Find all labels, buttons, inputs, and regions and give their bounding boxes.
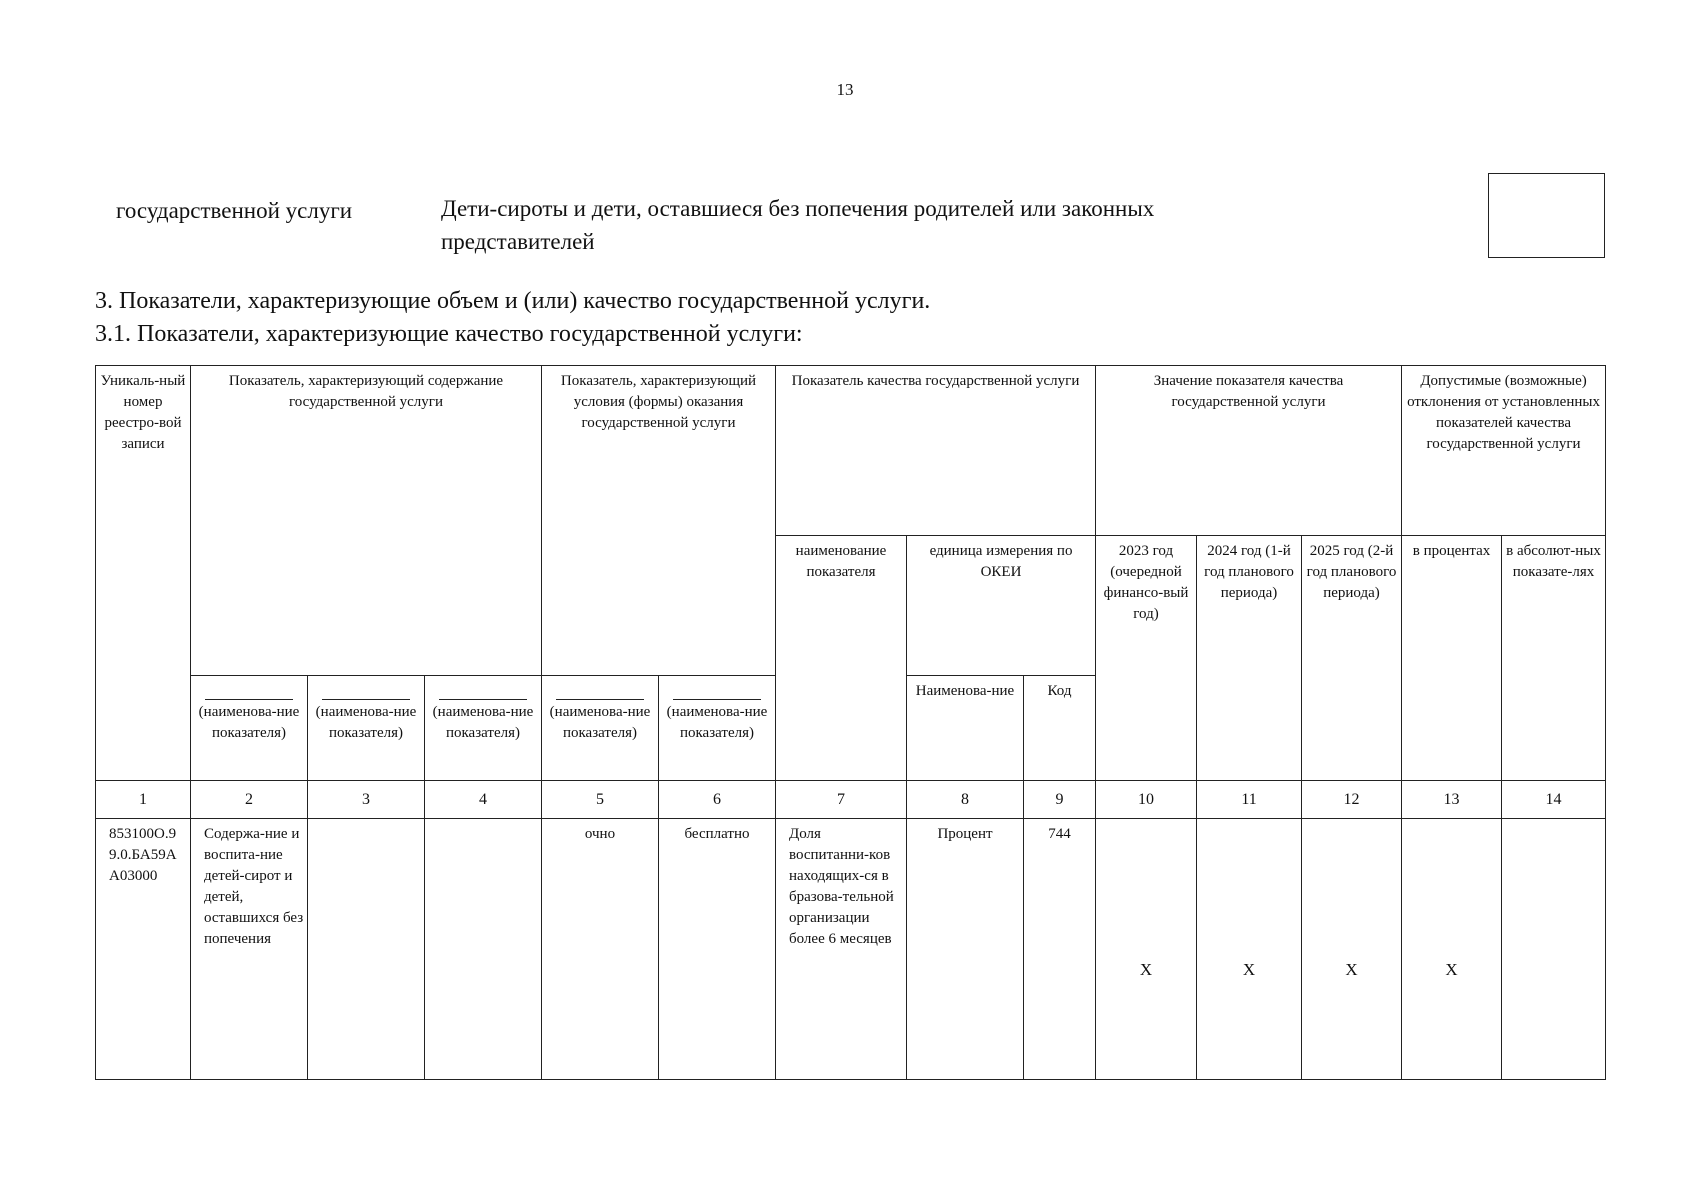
cell-value-2023: X xyxy=(1096,819,1197,1080)
header-indicator-name: наименование показателя xyxy=(776,536,907,781)
header-deviation-absolute: в абсолют-ных показате-лях xyxy=(1502,536,1606,781)
column-numbers-row xyxy=(96,781,1606,819)
column-number: 3 xyxy=(308,781,425,819)
column-number: 9 xyxy=(1024,781,1096,819)
header-conditions-name-1: (наименова-ние показателя) xyxy=(542,676,659,781)
column-number: 10 xyxy=(1096,781,1197,819)
header-content-name-1: (наименова-ние показателя) xyxy=(191,676,308,781)
cell-deviation-percent: X xyxy=(1402,819,1502,1080)
cell-content-3 xyxy=(425,819,542,1080)
cell-content: Содержа-ние и воспита-ние детей-сирот и детей, оставшихся без попечения xyxy=(191,819,308,1080)
header-year-2025: 2025 год (2-й год планового периода) xyxy=(1302,536,1402,781)
header-content-name-3: (наименова-ние показателя) xyxy=(425,676,542,781)
column-number: 13 xyxy=(1402,781,1502,819)
header-okei-code: Код xyxy=(1024,676,1096,781)
header-content-name-2: (наименова-ние показателя) xyxy=(308,676,425,781)
column-number: 11 xyxy=(1197,781,1302,819)
column-number: 7 xyxy=(776,781,907,819)
column-number: 8 xyxy=(907,781,1024,819)
blank-line xyxy=(322,699,410,700)
header-conditions-indicator: Показатель, характеризующий условия (формы) оказания государственной услуги xyxy=(542,366,776,676)
cell-unit-code: 744 xyxy=(1024,819,1096,1080)
header-conditions-name-2: (наименова-ние показателя) xyxy=(659,676,776,781)
quality-indicators-table xyxy=(95,365,1606,1080)
blank-line xyxy=(556,699,644,700)
cell-content-2 xyxy=(308,819,425,1080)
header-deviation-percent: в процентах xyxy=(1402,536,1502,781)
page-number: 13 xyxy=(836,80,854,99)
blank-line xyxy=(673,699,761,700)
table-row xyxy=(96,819,1606,1080)
header-quality-indicator: Показатель качества государственной услуги xyxy=(776,366,1096,536)
header-allowed-deviations: Допустимые (возможные) отклонения от установленных показателей качества государственной услуги xyxy=(1402,366,1606,536)
column-number: 12 xyxy=(1302,781,1402,819)
column-number: 2 xyxy=(191,781,308,819)
cell-payment: бесплатно xyxy=(659,819,776,1080)
cell-deviation-absolute xyxy=(1502,819,1606,1080)
registry-code-box xyxy=(1488,173,1605,258)
cell-indicator: Доля воспитанни-ков находящих-ся в бразова-тельной организации более 6 месяцев xyxy=(776,819,907,1080)
header-okei-name: Наименова-ние xyxy=(907,676,1024,781)
column-number: 6 xyxy=(659,781,776,819)
section-3-1-heading: 3.1. Показатели, характеризующие качество государственной услуги: xyxy=(95,321,803,347)
service-category-label: государственной услуги xyxy=(116,198,353,223)
column-number: 1 xyxy=(96,781,191,819)
cell-unit-name: Процент xyxy=(907,819,1024,1080)
header-unique-number: Уникаль-ный номер реестро-вой записи xyxy=(96,366,191,781)
cell-value-2024: X xyxy=(1197,819,1302,1080)
cell-registry-number: 853100О.99.0.БА59АА03000 xyxy=(96,819,191,1080)
blank-line xyxy=(205,699,293,700)
section-3-heading: 3. Показатели, характеризующие объем и (или) качество государственной услуги. xyxy=(95,288,931,314)
blank-line xyxy=(439,699,527,700)
header-year-2024: 2024 год (1-й год планового периода) xyxy=(1197,536,1302,781)
column-number: 5 xyxy=(542,781,659,819)
cell-value-2025: X xyxy=(1302,819,1402,1080)
service-category-value: Дети-сироты и дети, оставшиеся без попечения родителей или законных представителей xyxy=(441,196,1155,254)
cell-form: очно xyxy=(542,819,659,1080)
header-content-indicator: Показатель, характеризующий содержание государственной услуги xyxy=(191,366,542,676)
header-okei-unit: единица измерения по ОКЕИ xyxy=(907,536,1096,676)
column-number: 14 xyxy=(1502,781,1606,819)
header-quality-value: Значение показателя качества государственной услуги xyxy=(1096,366,1402,536)
header-year-2023: 2023 год (очередной финансо-вый год) xyxy=(1096,536,1197,781)
column-number: 4 xyxy=(425,781,542,819)
